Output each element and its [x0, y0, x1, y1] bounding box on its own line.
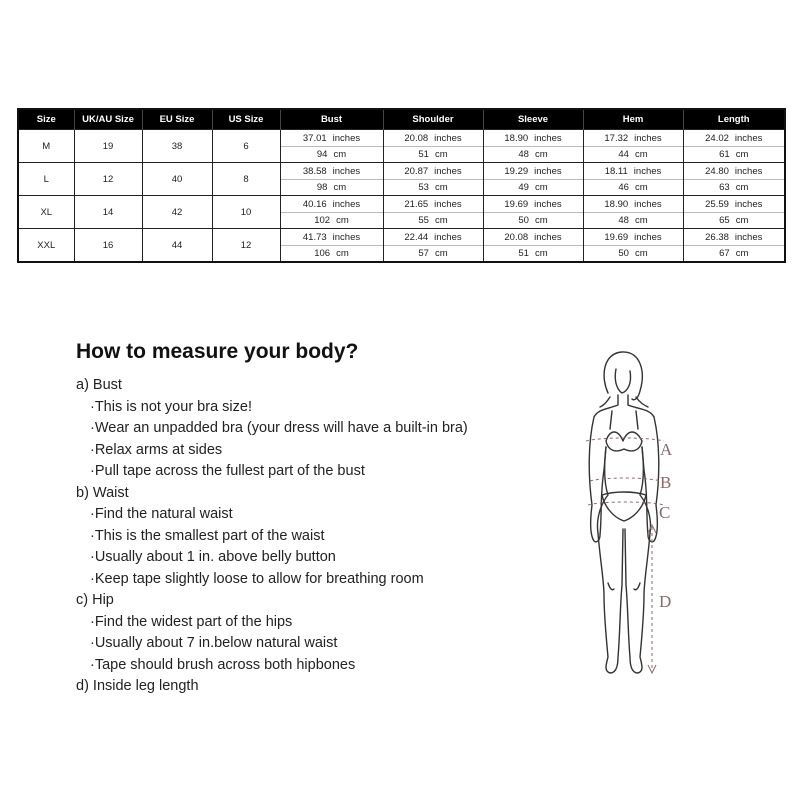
- shoulder-in-number: 20.87: [404, 165, 429, 177]
- cell-length: [683, 130, 785, 163]
- length-cm-number: 63: [719, 181, 730, 193]
- unit-label-in: inches: [332, 132, 361, 144]
- unit-label-in: inches: [734, 165, 763, 177]
- cell-us: 8: [212, 163, 280, 196]
- header-eu-size: EU Size: [142, 109, 212, 130]
- cell-size: XXL: [18, 229, 74, 263]
- bust-cm-value: [281, 245, 383, 261]
- length-cm-number: 65: [719, 214, 730, 226]
- instruction-section: a) Bust: [76, 377, 122, 393]
- unit-label-in: inches: [734, 198, 763, 210]
- unit-label-cm: cm: [634, 214, 648, 226]
- header-us-size: US Size: [212, 109, 280, 130]
- hem-in-value: [584, 197, 683, 212]
- instruction-section: b) Waist: [76, 484, 129, 501]
- size-chart-header-row: [18, 109, 785, 130]
- unit-label-in: inches: [534, 231, 562, 243]
- cell-eu: 40: [142, 163, 212, 196]
- unit-label-cm: cm: [735, 181, 749, 193]
- bust-cm-value: [281, 212, 383, 228]
- bust-in-value: [281, 131, 383, 146]
- instruction-tip: ·Tape should brush across both hipbones: [90, 656, 356, 673]
- waist-line: [590, 478, 660, 481]
- instruction-tip: ·Keep tape slightly loose to allow for breathing room: [90, 570, 424, 587]
- cell-sleeve: [483, 229, 583, 263]
- cell-hem: [583, 229, 683, 263]
- shoulder-cm-number: 51: [418, 148, 429, 160]
- label-a: A: [660, 440, 673, 459]
- label-c: C: [659, 503, 671, 522]
- cell-bust: [280, 229, 383, 263]
- unit-label-in: inches: [534, 198, 562, 210]
- bust-in-value: [281, 197, 383, 212]
- size-row-m: [18, 130, 785, 163]
- hem-in-value: [584, 164, 683, 179]
- unit-label-in: inches: [434, 165, 462, 177]
- cell-shoulder: [383, 163, 483, 196]
- instruction-tip: ·Pull tape across the fullest part of the bust: [90, 463, 365, 479]
- face-outline: [615, 369, 630, 393]
- sleeve-in-value: [484, 197, 583, 212]
- unit-label-cm: cm: [333, 148, 347, 160]
- length-in-value: [684, 197, 785, 212]
- unit-label-cm: cm: [534, 181, 548, 193]
- sleeve-cm-number: 50: [518, 214, 529, 226]
- hip-line: [588, 502, 664, 505]
- unit-label-in: inches: [434, 132, 462, 144]
- hem-in-number: 18.90: [604, 198, 629, 210]
- right-torso-outline: [640, 447, 651, 533]
- unit-label-in: inches: [634, 231, 662, 243]
- cell-eu: 38: [142, 130, 212, 163]
- cell-us: 12: [212, 229, 280, 263]
- cell-bust: [280, 163, 383, 196]
- shoulder-in-value: [384, 230, 483, 245]
- shoulder-cm-value: [384, 212, 483, 228]
- instruction-tip: ·Usually about 1 in. above belly button: [90, 549, 336, 565]
- unit-label-in: inches: [434, 231, 462, 243]
- cell-length: [683, 163, 785, 196]
- unit-label-in: inches: [634, 198, 662, 210]
- shoulder-cm-value: [384, 179, 483, 195]
- cell-size: M: [18, 130, 74, 163]
- cell-hem: [583, 196, 683, 229]
- unit-label-in: inches: [633, 165, 662, 177]
- unit-label-cm: cm: [434, 148, 448, 160]
- shoulder-cm-number: 55: [418, 214, 429, 226]
- size-row-l: [18, 163, 785, 196]
- shoulder-in-number: 21.65: [404, 198, 429, 210]
- hem-in-number: 19.69: [604, 231, 629, 243]
- length-cm-value: [684, 245, 785, 261]
- shoulder-cm-number: 57: [418, 247, 429, 259]
- cell-bust: [280, 130, 383, 163]
- unit-label-cm: cm: [534, 148, 548, 160]
- sleeve-in-number: 20.08: [504, 231, 529, 243]
- header-sleeve: Sleeve: [483, 109, 583, 130]
- length-in-value: [684, 131, 785, 146]
- sleeve-in-number: 19.29: [504, 165, 529, 177]
- instruction-tip: ·Wear an unpadded bra (your dress will have a built-in bra): [90, 420, 468, 436]
- instruction-section: d) Inside leg length: [76, 678, 199, 694]
- cell-us: 6: [212, 130, 280, 163]
- instruction-tip: ·Find the widest part of the hips: [90, 613, 293, 630]
- cell-shoulder: [383, 130, 483, 163]
- instruction-section: c) Hip: [76, 592, 114, 608]
- length-cm-value: [684, 212, 785, 228]
- unit-label-in: inches: [534, 165, 562, 177]
- bust-in-number: 37.01: [302, 132, 327, 144]
- hem-cm-value: [584, 212, 683, 228]
- hair-end-right: [636, 397, 648, 407]
- cell-size: XL: [18, 196, 74, 229]
- shoulder-in-number: 22.44: [404, 231, 429, 243]
- cell-length: [683, 196, 785, 229]
- unit-label-cm: cm: [735, 148, 749, 160]
- bust-in-value: [281, 164, 383, 179]
- size-row-xxl: [18, 229, 785, 263]
- unit-label-in: inches: [332, 165, 361, 177]
- bust-cm-value: [281, 179, 383, 195]
- sleeve-cm-value: [484, 245, 583, 261]
- cell-shoulder: [383, 196, 483, 229]
- header-shoulder: Shoulder: [383, 109, 483, 130]
- unit-label-in: inches: [734, 231, 763, 243]
- hem-cm-number: 50: [618, 247, 629, 259]
- length-cm-number: 61: [719, 148, 730, 160]
- unit-label-cm: cm: [336, 247, 349, 259]
- unit-label-in: inches: [734, 132, 763, 144]
- bust-line: [586, 438, 664, 441]
- right-leg-outline: [625, 529, 650, 673]
- shoulder-in-value: [384, 164, 483, 179]
- cell-uk: 16: [74, 229, 142, 263]
- unit-label-cm: cm: [434, 181, 448, 193]
- cell-uk: 14: [74, 196, 142, 229]
- body-figure-illustration: [560, 345, 690, 700]
- instruction-tip: ·This is not your bra size!: [90, 398, 252, 415]
- instruction-tip: ·This is the smallest part of the waist: [90, 527, 325, 544]
- cell-size: L: [18, 163, 74, 196]
- unit-label-cm: cm: [434, 214, 448, 226]
- hem-cm-value: [584, 179, 683, 195]
- bust-cm-value: [281, 146, 383, 162]
- shoulder-in-value: [384, 197, 483, 212]
- cell-hem: [583, 163, 683, 196]
- cell-uk: 19: [74, 130, 142, 163]
- unit-label-in: inches: [634, 132, 662, 144]
- length-in-number: 24.80: [705, 165, 729, 177]
- unit-label-in: inches: [332, 198, 361, 210]
- cell-sleeve: [483, 130, 583, 163]
- left-torso-outline: [597, 447, 608, 533]
- shoulder-cm-value: [384, 146, 483, 162]
- unit-label-cm: cm: [434, 247, 448, 259]
- bust-cm-number: 94: [316, 148, 328, 160]
- hem-in-number: 18.11: [604, 165, 628, 177]
- hem-cm-number: 44: [618, 148, 629, 160]
- sleeve-cm-number: 49: [518, 181, 529, 193]
- sleeve-in-value: [484, 164, 583, 179]
- size-chart-table: [17, 108, 786, 263]
- label-b: B: [660, 473, 672, 492]
- bra-straps: [610, 411, 638, 429]
- briefs-outline: [602, 492, 646, 521]
- hem-in-value: [584, 230, 683, 245]
- sleeve-cm-value: [484, 212, 583, 228]
- hem-cm-value: [584, 245, 683, 261]
- unit-label-cm: cm: [333, 181, 347, 193]
- cell-sleeve: [483, 163, 583, 196]
- cell-length: [683, 229, 785, 263]
- unit-label-cm: cm: [634, 181, 648, 193]
- sleeve-in-value: [484, 230, 583, 245]
- length-in-number: 25.59: [705, 198, 729, 210]
- cell-shoulder: [383, 229, 483, 263]
- sleeve-cm-value: [484, 146, 583, 162]
- guide-title: How to measure your body?: [76, 340, 359, 363]
- unit-label-cm: cm: [634, 148, 648, 160]
- sleeve-in-number: 18.90: [504, 132, 529, 144]
- left-leg-outline: [598, 529, 623, 673]
- hem-in-value: [584, 131, 683, 146]
- left-arm-outline: [589, 395, 618, 542]
- sleeve-cm-number: 48: [518, 148, 529, 160]
- cell-hem: [583, 130, 683, 163]
- length-cm-value: [684, 146, 785, 162]
- cell-us: 10: [212, 196, 280, 229]
- shoulder-cm-number: 53: [418, 181, 429, 193]
- unit-label-in: inches: [534, 132, 562, 144]
- unit-label-in: inches: [332, 231, 361, 243]
- cell-uk: 12: [74, 163, 142, 196]
- cell-eu: 42: [142, 196, 212, 229]
- unit-label-cm: cm: [634, 247, 648, 259]
- cell-bust: [280, 196, 383, 229]
- bust-in-number: 40.16: [302, 198, 327, 210]
- unit-label-cm: cm: [534, 247, 548, 259]
- hem-cm-value: [584, 146, 683, 162]
- header-bust: Bust: [280, 109, 383, 130]
- hem-in-number: 17.32: [604, 132, 629, 144]
- size-row-xl: [18, 196, 785, 229]
- bust-in-value: [281, 230, 383, 245]
- unit-label-cm: cm: [735, 247, 749, 259]
- sleeve-cm-number: 51: [518, 247, 529, 259]
- unit-label-cm: cm: [534, 214, 548, 226]
- measurement-instructions: [76, 375, 468, 698]
- bust-in-number: 38.58: [302, 165, 327, 177]
- bust-cm-number: 106: [314, 247, 331, 259]
- sleeve-in-number: 19.69: [504, 198, 529, 210]
- sleeve-in-value: [484, 131, 583, 146]
- length-in-value: [684, 230, 785, 245]
- knee-marks: [608, 583, 640, 590]
- unit-label-cm: cm: [336, 214, 349, 226]
- instruction-tip: ·Find the natural waist: [90, 506, 233, 522]
- instruction-tip: ·Relax arms at sides: [90, 441, 223, 458]
- hem-cm-number: 48: [618, 214, 629, 226]
- shoulder-cm-value: [384, 245, 483, 261]
- length-cm-number: 67: [719, 247, 730, 259]
- unit-label-cm: cm: [735, 214, 749, 226]
- sleeve-cm-value: [484, 179, 583, 195]
- header-hem: Hem: [583, 109, 683, 130]
- length-in-number: 24.02: [705, 132, 729, 144]
- instruction-tip: ·Usually about 7 in.below natural waist: [90, 635, 338, 651]
- bust-in-number: 41.73: [302, 231, 327, 243]
- label-d: D: [659, 592, 672, 611]
- length-cm-value: [684, 179, 785, 195]
- shoulder-in-number: 20.08: [404, 132, 429, 144]
- header-uk-au-size: UK/AU Size: [74, 109, 142, 130]
- bra-outline: [606, 432, 642, 451]
- length-in-value: [684, 164, 785, 179]
- header-size: Size: [18, 109, 74, 130]
- header-length: Length: [683, 109, 785, 130]
- bust-cm-number: 102: [314, 214, 331, 226]
- hair-end-left: [600, 397, 610, 407]
- length-in-number: 26.38: [705, 231, 729, 243]
- cell-sleeve: [483, 196, 583, 229]
- unit-label-in: inches: [434, 198, 462, 210]
- hem-cm-number: 46: [618, 181, 629, 193]
- cell-eu: 44: [142, 229, 212, 263]
- bust-cm-number: 98: [316, 181, 328, 193]
- shoulder-in-value: [384, 131, 483, 146]
